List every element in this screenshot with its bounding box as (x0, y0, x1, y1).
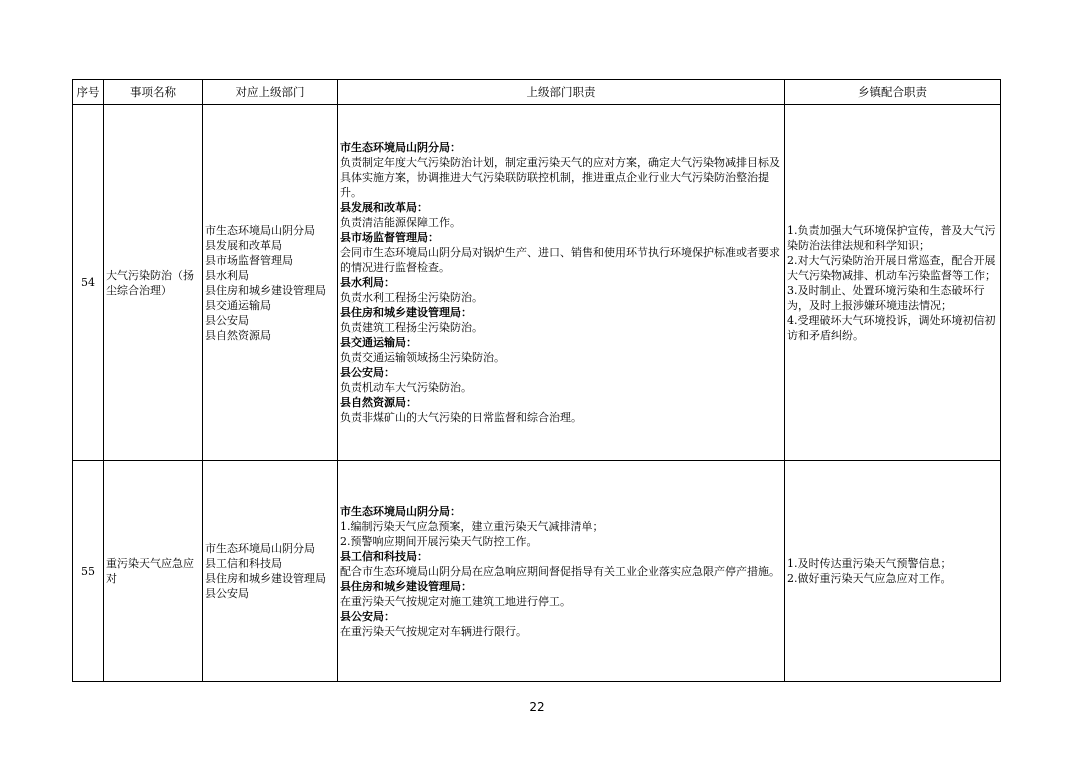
duty-text: 1.编制污染天气应急预案，建立重污染天气减排清单； 2.预警响应期间开展污染天气防控工作。 (340, 519, 604, 548)
row-no: 54 (73, 105, 104, 461)
duty-text: 负责水利工程扬尘污染防治。 (340, 291, 483, 304)
page-number: 22 (529, 700, 545, 714)
duty-dept-name: 县住房和城乡建设管理局： (340, 306, 472, 319)
dept-item: 县自然资源局 (205, 328, 271, 342)
duty-dept-name: 县公安局： (340, 366, 395, 379)
row-name: 大气污染防治（扬尘综合治理） (104, 105, 203, 461)
header-dept: 对应上级部门 (203, 80, 338, 105)
duty-text: 负责清洁能源保障工作。 (340, 216, 461, 229)
header-row (73, 80, 1001, 105)
duty-text: 负责建筑工程扬尘污染防治。 (340, 321, 483, 334)
duty-dept-name: 县交通运输局： (340, 336, 417, 349)
town-duty-item: 1.负责加强大气环境保护宣传，普及大气污染防治法律法规和科学知识； (787, 223, 996, 252)
row-name: 重污染天气应急应对 (104, 461, 203, 682)
dept-item: 市生态环境局山阴分局 (205, 542, 315, 555)
duty-text: 负责机动车大气污染防治。 (340, 381, 472, 394)
town-duty-item: 4.受理破坏大气环境投诉，调处环境初信初访和矛盾纠纷。 (787, 313, 996, 342)
duty-text: 在重污染天气按规定对施工建筑工地进行停工。 (340, 594, 571, 608)
dept-item: 县住房和城乡建设管理局 (205, 572, 326, 585)
table-row (73, 105, 1001, 461)
responsibility-table (72, 79, 1001, 682)
duty-list (338, 461, 785, 682)
header-no: 序号 (73, 80, 104, 105)
town-duty-item: 2.做好重污染天气应急应对工作。 (787, 572, 952, 585)
dept-item: 县市场监督管理局 (205, 253, 293, 267)
duty-dept-name: 县住房和城乡建设管理局： (340, 579, 472, 593)
duty-list (338, 105, 785, 461)
duty-text: 负责交通运输领域扬尘污染防治。 (340, 351, 505, 364)
dept-item: 市生态环境局山阴分局 (205, 223, 315, 237)
duty-dept-name: 县工信和科技局： (340, 549, 428, 563)
header-town: 乡镇配合职责 (785, 80, 1001, 105)
duty-text: 负责非煤矿山的大气污染的日常监督和综合治理。 (340, 411, 582, 424)
row-no: 55 (73, 461, 104, 682)
duty-text: 会同市生态环境局山阴分局对锅炉生产、进口、销售和使用环节执行环境保护标准或者要求的情况进行监督检查。 (340, 246, 780, 274)
dept-item: 县发展和改革局 (205, 238, 282, 252)
duty-dept-name: 县市场监督管理局： (340, 231, 439, 244)
dept-item: 县水利局 (205, 268, 249, 282)
town-duty-item: 3.及时制止、处置环境污染和生态破坏行为，及时上报涉嫌环境违法情况； (787, 283, 985, 312)
town-duty-list (785, 105, 1001, 461)
duty-text: 在重污染天气按规定对车辆进行限行。 (340, 624, 527, 638)
duty-dept-name: 县水利局： (340, 276, 395, 289)
dept-item: 县公安局 (205, 587, 249, 600)
duty-dept-name: 县发展和改革局： (340, 201, 428, 214)
table-row (73, 461, 1001, 682)
town-duty-item: 1.及时传达重污染天气预警信息； (787, 557, 952, 570)
header-name: 事项名称 (104, 80, 203, 105)
dept-item: 县工信和科技局 (205, 557, 282, 570)
duty-dept-name: 市生态环境局山阴分局： (340, 504, 461, 518)
duty-text: 配合市生态环境局山阴分局在应急响应期间督促指导有关工业企业落实应急限产停产措施。 (340, 564, 780, 578)
dept-list (203, 105, 338, 461)
dept-item: 县住房和城乡建设管理局 (205, 283, 326, 297)
dept-item: 县交通运输局 (205, 298, 271, 312)
dept-list (203, 461, 338, 682)
town-duty-item: 2.对大气污染防治开展日常巡查，配合开展大气污染物减排、机动车污染监督等工作； (787, 253, 996, 282)
dept-item: 县公安局 (205, 313, 249, 327)
duty-dept-name: 县公安局： (340, 609, 395, 623)
header-duty: 上级部门职责 (338, 80, 785, 105)
duty-dept-name: 县自然资源局： (340, 396, 417, 409)
duty-text: 负责制定年度大气污染防治计划，制定重污染天气的应对方案，确定大气污染物减排目标及具体实施方案，协调推进大气污染联防联控机制，推进重点企业行业大气污染防治整治提升。 (340, 156, 780, 199)
duty-dept-name: 市生态环境局山阴分局： (340, 141, 461, 154)
town-duty-list (785, 461, 1001, 682)
